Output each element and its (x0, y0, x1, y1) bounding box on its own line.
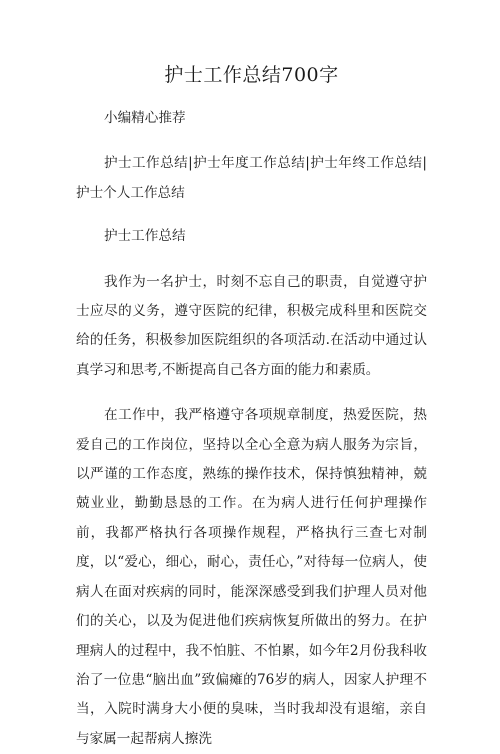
document-title: 护士工作总结700字 (164, 64, 339, 86)
body-paragraph: 在工作中，我严格遵守各项规章制度，热爱医院，热爱自己的工作岗位，坚持以全心全意为病人服务为宗旨，以严谨的工作态度，熟练的操作技术，保持慎独精神，兢兢业业，勤勤恳恳的工作。在为病人进行任何护理操作前，我都严格执行各项操作规程，严格执行三查七对制度，以“爱心，细心，耐心，责任心，”对待每一位病人，使病人在面对疾病的同时，能深深感受到我们护理人员对他们的关心，以及为促进他们疾病恢复所做出的努力。在护理病人的过程中，我不怕脏、不怕累，如今年2月份我科收治了一位患“脑出血”致偏瘫的76岁的病人，因家人护理不当，入院时满身大小便的臭味，当时我却没有退缩，亲自与家属一起帮病人擦洗 (76, 407, 427, 747)
related-links: 护士工作总结|护士年度工作总结|护士年终工作总结|护士个人工作总结 (76, 155, 427, 201)
recommend-line: 小编精心推荐 (104, 110, 186, 126)
body-paragraph: 我作为一名护士，时刻不忘自己的职责，自觉遵守护士应尽的义务，遵守医院的纪律，积极完成科里和医院交给的任务，积极参加医院组织的各项活动.在活动中通过认真学习和思考,不断提高自己各方面的能力和素质。 (76, 273, 427, 378)
section-heading: 护士工作总结 (104, 228, 186, 245)
